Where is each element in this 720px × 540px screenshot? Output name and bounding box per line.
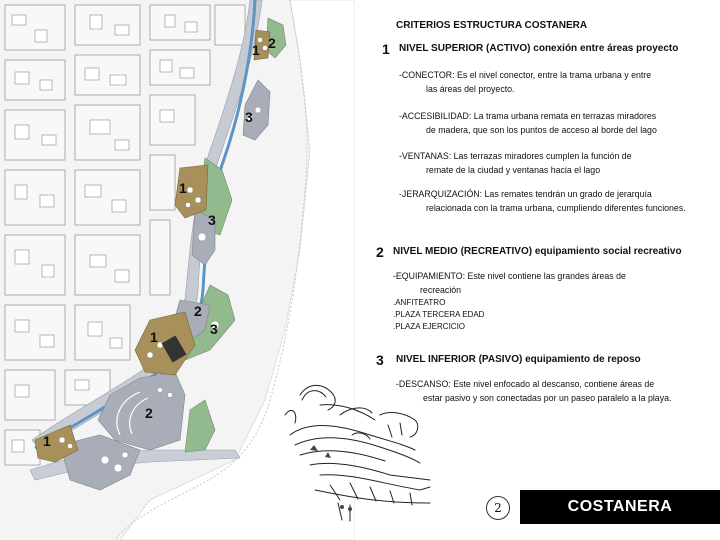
section-1-number: 1 (382, 41, 390, 57)
section-2-list-item: .PLAZA EJERCICIO (393, 322, 466, 331)
panel-title: CRITERIOS ESTRUCTURA COSTANERA (396, 20, 588, 31)
section-2-list-item: .ANFITEATRO (393, 298, 446, 307)
section-3-item-descanso: -DESCANSO: Este nivel enfocado al descanso, contiene áreas de estar pasivo y son conectadas por un paseo paralelo a la playa. (396, 379, 672, 403)
section-1-item-accesibilidad: -ACCESIBILIDAD: La trama urbana remata en terrazas miradores de madera, que son los puntos de acceso al borde del lago (399, 111, 657, 135)
section-3-heading: NIVEL INFERIOR (PASIVO) equipamiento de reposo (396, 354, 641, 365)
page-number: 2 (486, 496, 510, 520)
section-3-number: 3 (376, 352, 384, 368)
section-1-heading: NIVEL SUPERIOR (ACTIVO) conexión entre áreas proyecto (399, 43, 679, 54)
zone-label-upper: 1 (150, 329, 158, 345)
section-2-number: 2 (376, 244, 384, 260)
zone-label-middle: 2 (194, 303, 202, 319)
footer-title: COSTANERA (520, 490, 720, 524)
zone-label-lower: 3 (210, 321, 218, 337)
section-1-item-jerarquizacion: -JERARQUIZACIÓN: Las remates tendrán un grado de jerarquía relacionada con la trama urbana, cumpliendo diferentes funciones. (399, 189, 686, 213)
section-1-item-ventanas: -VENTANAS: Las terrazas miradores cumplen la función de remate de la ciudad y ventanas hacia el lago (399, 151, 632, 175)
section-1-item-conector: -CONECTOR: Es el nivel conector, entre la trama urbana y entre las áreas del proyecto. (399, 70, 652, 94)
zone-label-upper: 1 (43, 433, 51, 449)
zone-label-middle: 2 (268, 35, 276, 51)
zone-label-lower: 3 (208, 212, 216, 228)
zone-label-upper: 1 (179, 180, 187, 196)
zone-label-middle: 2 (145, 405, 153, 421)
hand-sketch (280, 375, 440, 525)
section-2-list-item: .PLAZA TERCERA EDAD (393, 310, 485, 319)
section-2-item-equipamiento: -EQUIPAMIENTO: Este nivel contiene las grandes áreas de recreación (393, 271, 626, 295)
zone-label-lower: 3 (245, 109, 253, 125)
zone-label-upper: 1 (252, 42, 260, 58)
section-2-heading: NIVEL MEDIO (RECREATIVO) equipamiento social recreativo (393, 246, 682, 257)
